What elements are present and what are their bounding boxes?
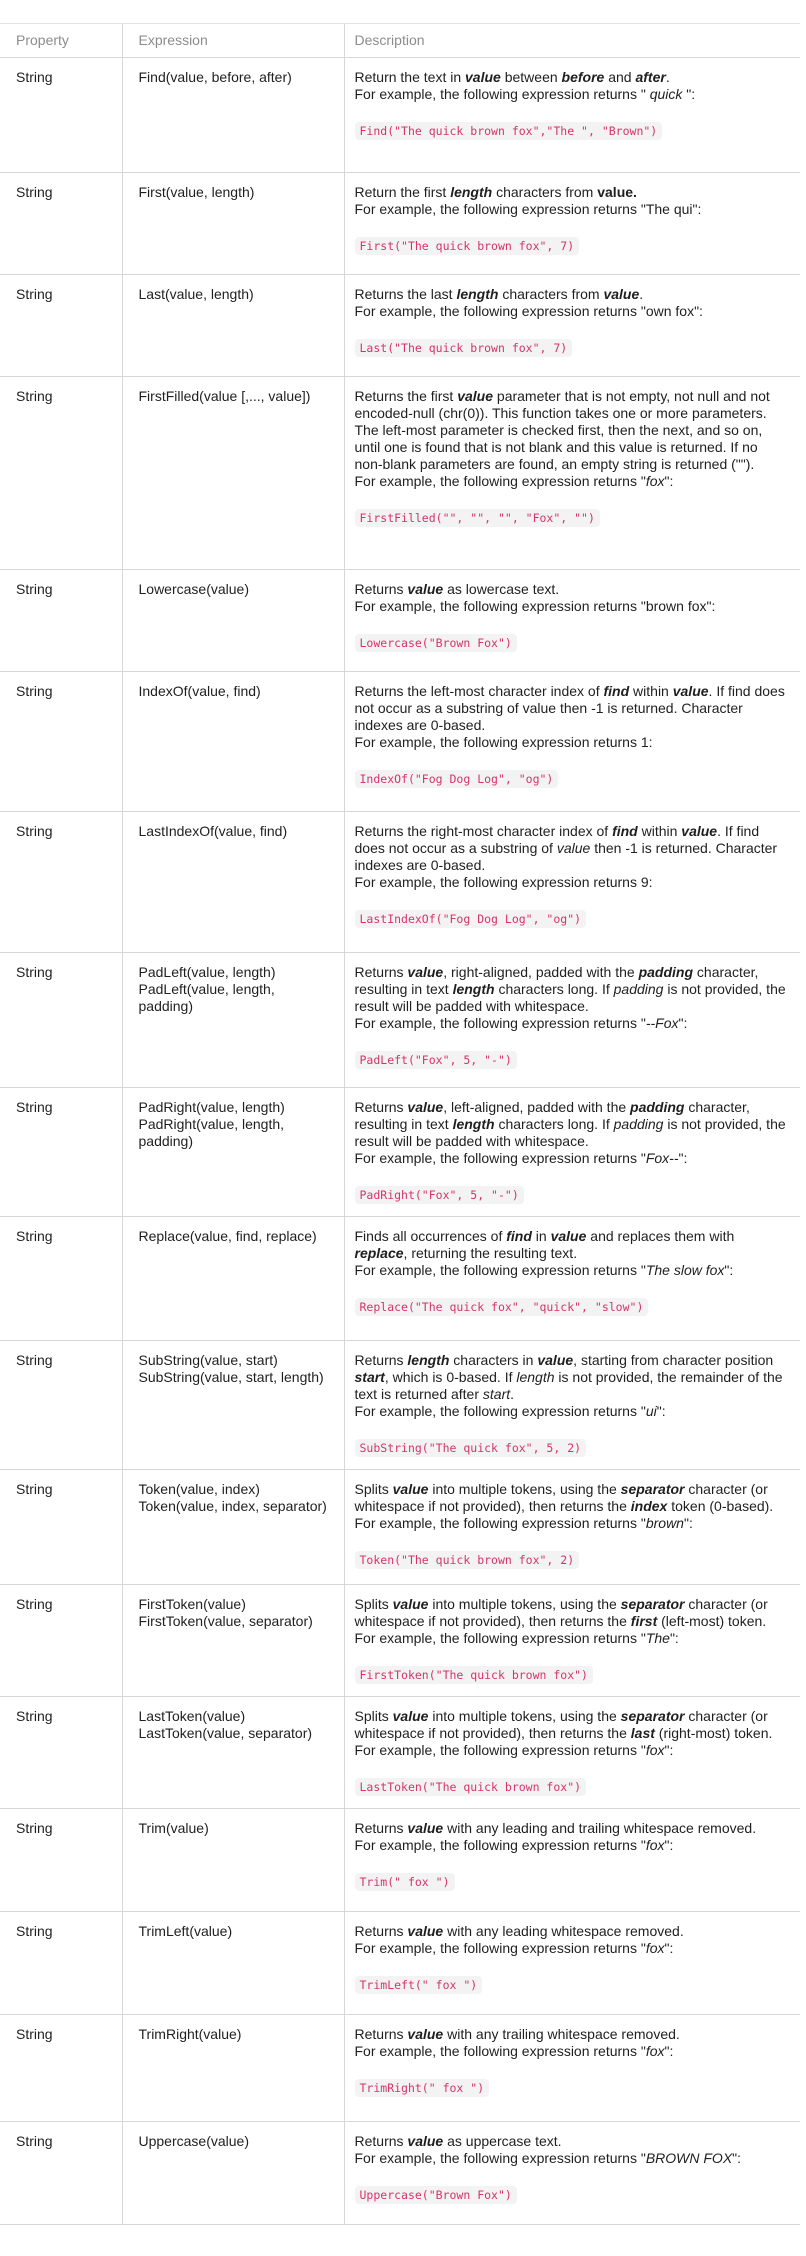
expression-signature: SubString(value, start, length) bbox=[138, 1369, 324, 1385]
description-text: Returns value, left-aligned, padded with the padding character, resulting in text length characters long. If padding is not provided, the result will be padded with whitespace. For example, the following expression returns "Fox--": bbox=[354, 1099, 786, 1166]
expression-signature: Token(value, index) bbox=[138, 1481, 260, 1497]
description-text: Returns the left-most character index of find within value. If find does not occur as a substring of value then -1 is returned. Character indexes are 0-based. For example, the following expression returns 1: bbox=[354, 683, 785, 750]
expression-cell bbox=[122, 1585, 344, 1697]
property-cell: String bbox=[0, 812, 122, 953]
example-wrapper bbox=[355, 1873, 789, 1891]
expression-signature: TrimRight(value) bbox=[138, 2026, 242, 2042]
expression-signature: Last(value, length) bbox=[138, 286, 254, 302]
description-cell bbox=[344, 1585, 800, 1697]
description-text: Returns the first value parameter that is not empty, not null and not encoded-null (chr(0)). This function takes one or more parameters. The left-most parameter is checked first, then the next, and so on, until one is found that is not blank and this value is returned. If no non-blank parameters are found, an empty string is returned (""). For example, the following expression returns "fox": bbox=[354, 388, 770, 489]
example-wrapper bbox=[355, 1551, 789, 1569]
example-code: SubString("The quick fox", 5, 2) bbox=[355, 1439, 587, 1457]
example-wrapper bbox=[355, 1051, 789, 1069]
expression-signature: FirstFilled(value [,..., value]) bbox=[138, 388, 311, 404]
description-cell bbox=[344, 570, 800, 672]
description-text: Returns value with any leading whitespace removed. For example, the following expression returns "fox": bbox=[354, 1923, 684, 1956]
expression-cell bbox=[122, 1697, 344, 1809]
property-cell: String bbox=[0, 1341, 122, 1470]
example-wrapper bbox=[355, 634, 789, 652]
expression-signature: Trim(value) bbox=[138, 1820, 209, 1836]
example-wrapper bbox=[355, 910, 789, 928]
expression-signature: Replace(value, find, replace) bbox=[138, 1228, 317, 1244]
property-cell: String bbox=[0, 1470, 122, 1585]
example-wrapper bbox=[355, 1666, 789, 1684]
expression-signature: LastToken(value) bbox=[138, 1708, 246, 1724]
example-wrapper bbox=[355, 1298, 789, 1316]
example-wrapper bbox=[355, 339, 789, 357]
example-wrapper bbox=[355, 1439, 789, 1457]
expression-cell bbox=[122, 1809, 344, 1912]
example-code: IndexOf("Fog Dog Log", "og") bbox=[355, 770, 559, 788]
description-cell bbox=[344, 1470, 800, 1585]
table-row bbox=[0, 812, 800, 953]
example-wrapper bbox=[355, 1976, 789, 1994]
description-cell bbox=[344, 275, 800, 377]
expression-cell bbox=[122, 812, 344, 953]
example-wrapper bbox=[355, 2079, 789, 2097]
description-text: Returns the last length characters from value. For example, the following expression returns "own fox": bbox=[354, 286, 703, 319]
expression-signature: TrimLeft(value) bbox=[138, 1923, 233, 1939]
table-row bbox=[0, 1809, 800, 1912]
expression-cell bbox=[122, 953, 344, 1088]
property-cell: String bbox=[0, 1697, 122, 1809]
property-cell: String bbox=[0, 173, 122, 275]
description-text: Return the first length characters from value. For example, the following expression returns "The qui": bbox=[354, 184, 702, 217]
property-cell: String bbox=[0, 672, 122, 812]
example-wrapper bbox=[355, 770, 789, 788]
description-text: Returns the right-most character index of find within value. If find does not occur as a substring of value then -1 is returned. Character indexes are 0-based. For example, the following expression returns 9: bbox=[354, 823, 778, 890]
description-text: Splits value into multiple tokens, using the separator character (or whitespace if not provided), then returns the first (left-most) token. For example, the following expression returns "The": bbox=[354, 1596, 768, 1646]
table-row bbox=[0, 58, 800, 173]
table-row bbox=[0, 1585, 800, 1697]
property-cell: String bbox=[0, 275, 122, 377]
description-text: Finds all occurrences of find in value and replaces them with replace, returning the resulting text. For example, the following expression returns "The slow fox": bbox=[354, 1228, 735, 1278]
example-code: TrimLeft(" fox ") bbox=[355, 1976, 483, 1994]
expression-signature: Uppercase(value) bbox=[138, 2133, 249, 2149]
table-row bbox=[0, 1912, 800, 2015]
description-cell bbox=[344, 377, 800, 570]
header-row bbox=[0, 24, 800, 58]
example-wrapper bbox=[355, 2186, 789, 2204]
table-row bbox=[0, 2015, 800, 2122]
expression-signature: IndexOf(value, find) bbox=[138, 683, 261, 699]
description-text: Returns value with any leading and trailing whitespace removed. For example, the following expression returns "fox": bbox=[354, 1820, 757, 1853]
expression-cell bbox=[122, 1217, 344, 1341]
expression-cell bbox=[122, 2015, 344, 2122]
example-wrapper bbox=[355, 509, 789, 527]
expression-cell bbox=[122, 58, 344, 173]
expression-cell bbox=[122, 1912, 344, 2015]
expression-signature: FirstToken(value, separator) bbox=[138, 1613, 313, 1629]
expression-signature: Find(value, before, after) bbox=[138, 69, 292, 85]
example-code: TrimRight(" fox ") bbox=[355, 2079, 490, 2097]
expression-cell bbox=[122, 2122, 344, 2225]
expression-signature: LastIndexOf(value, find) bbox=[138, 823, 288, 839]
expression-signature: Token(value, index, separator) bbox=[138, 1498, 327, 1514]
property-cell: String bbox=[0, 377, 122, 570]
example-code: LastToken("The quick brown fox") bbox=[355, 1778, 587, 1796]
description-text: Splits value into multiple tokens, using the separator character (or whitespace if not provided), then returns the index token (0-based). For example, the following expression returns "brown": bbox=[354, 1481, 774, 1531]
example-wrapper bbox=[355, 122, 789, 140]
description-cell bbox=[344, 2122, 800, 2225]
expression-cell bbox=[122, 1088, 344, 1217]
table-row bbox=[0, 1470, 800, 1585]
example-code: FirstToken("The quick brown fox") bbox=[355, 1666, 593, 1684]
description-cell bbox=[344, 1341, 800, 1470]
property-cell: String bbox=[0, 1585, 122, 1697]
property-cell: String bbox=[0, 570, 122, 672]
expression-cell bbox=[122, 377, 344, 570]
expression-signature: First(value, length) bbox=[138, 184, 255, 200]
expression-signature: PadLeft(value, length, padding) bbox=[138, 981, 275, 1014]
description-text: Splits value into multiple tokens, using the separator character (or whitespace if not provided), then returns the last (right-most) token. For example, the following expression returns "fox": bbox=[354, 1708, 773, 1758]
description-cell bbox=[344, 173, 800, 275]
table-row bbox=[0, 275, 800, 377]
table-row bbox=[0, 570, 800, 672]
property-cell: String bbox=[0, 2122, 122, 2225]
description-text: Returns value with any trailing whitespace removed. For example, the following expression returns "fox": bbox=[354, 2026, 680, 2059]
header-property: Property bbox=[0, 24, 122, 58]
description-cell bbox=[344, 953, 800, 1088]
example-code: FirstFilled("", "", "", "Fox", "") bbox=[355, 509, 600, 527]
description-text: Returns value as lowercase text. For example, the following expression returns "brown fox": bbox=[354, 581, 716, 614]
example-wrapper bbox=[355, 1778, 789, 1796]
description-cell bbox=[344, 1912, 800, 2015]
expression-cell bbox=[122, 275, 344, 377]
expression-signature: PadRight(value, length, padding) bbox=[138, 1116, 285, 1149]
description-text: Returns value as uppercase text. For example, the following expression returns "BROWN FOX": bbox=[354, 2133, 742, 2166]
expression-cell bbox=[122, 570, 344, 672]
description-cell bbox=[344, 1217, 800, 1341]
expression-signature: LastToken(value, separator) bbox=[138, 1725, 313, 1741]
table-row bbox=[0, 953, 800, 1088]
description-cell bbox=[344, 812, 800, 953]
table-row bbox=[0, 672, 800, 812]
expression-cell bbox=[122, 1470, 344, 1585]
description-cell bbox=[344, 2015, 800, 2122]
example-code: Replace("The quick fox", "quick", "slow") bbox=[355, 1298, 649, 1316]
functions-table-container bbox=[0, 23, 800, 2225]
table-row bbox=[0, 1217, 800, 1341]
example-code: Trim(" fox ") bbox=[355, 1873, 455, 1891]
expression-cell bbox=[122, 1341, 344, 1470]
description-text: Returns length characters in value, starting from character position start, which is 0-based. If length is not provided, the remainder of the text is returned after start. For example, the following expression returns "ui": bbox=[354, 1352, 783, 1419]
example-code: PadRight("Fox", 5, "-") bbox=[355, 1186, 524, 1204]
description-cell bbox=[344, 58, 800, 173]
description-cell bbox=[344, 1809, 800, 1912]
property-cell: String bbox=[0, 2015, 122, 2122]
example-code: Uppercase("Brown Fox") bbox=[355, 2186, 517, 2204]
description-text: Return the text in value between before and after. For example, the following expression returns " quick ": bbox=[354, 69, 696, 102]
description-cell bbox=[344, 672, 800, 812]
property-cell: String bbox=[0, 58, 122, 173]
expression-signature: PadLeft(value, length) bbox=[138, 964, 276, 980]
example-code: Lowercase("Brown Fox") bbox=[355, 634, 517, 652]
example-code: LastIndexOf("Fog Dog Log", "og") bbox=[355, 910, 587, 928]
description-text: Returns value, right-aligned, padded with the padding character, resulting in text length characters long. If padding is not provided, the result will be padded with whitespace. For example, the following expression returns "--Fox": bbox=[354, 964, 786, 1031]
table-row bbox=[0, 1341, 800, 1470]
table-row bbox=[0, 377, 800, 570]
example-code: Find("The quick brown fox","The ", "Brown") bbox=[355, 122, 663, 140]
description-cell bbox=[344, 1088, 800, 1217]
table-row bbox=[0, 2122, 800, 2225]
table-body bbox=[0, 58, 800, 2225]
string-functions-table bbox=[0, 23, 800, 2225]
expression-signature: PadRight(value, length) bbox=[138, 1099, 285, 1115]
header-description: Description bbox=[344, 24, 800, 58]
table-row bbox=[0, 1697, 800, 1809]
description-cell bbox=[344, 1697, 800, 1809]
expression-signature: SubString(value, start) bbox=[138, 1352, 278, 1368]
property-cell: String bbox=[0, 1809, 122, 1912]
example-code: Last("The quick brown fox", 7) bbox=[355, 339, 573, 357]
table-header bbox=[0, 24, 800, 58]
property-cell: String bbox=[0, 1088, 122, 1217]
example-wrapper bbox=[355, 237, 789, 255]
expression-signature: Lowercase(value) bbox=[138, 581, 249, 597]
expression-signature: FirstToken(value) bbox=[138, 1596, 246, 1612]
example-wrapper bbox=[355, 1186, 789, 1204]
property-cell: String bbox=[0, 953, 122, 1088]
expression-cell bbox=[122, 173, 344, 275]
table-row bbox=[0, 173, 800, 275]
property-cell: String bbox=[0, 1217, 122, 1341]
property-cell: String bbox=[0, 1912, 122, 2015]
example-code: PadLeft("Fox", 5, "-") bbox=[355, 1051, 517, 1069]
example-code: First("The quick brown fox", 7) bbox=[355, 237, 580, 255]
header-expression: Expression bbox=[122, 24, 344, 58]
example-code: Token("The quick brown fox", 2) bbox=[355, 1551, 580, 1569]
expression-cell bbox=[122, 672, 344, 812]
table-row bbox=[0, 1088, 800, 1217]
